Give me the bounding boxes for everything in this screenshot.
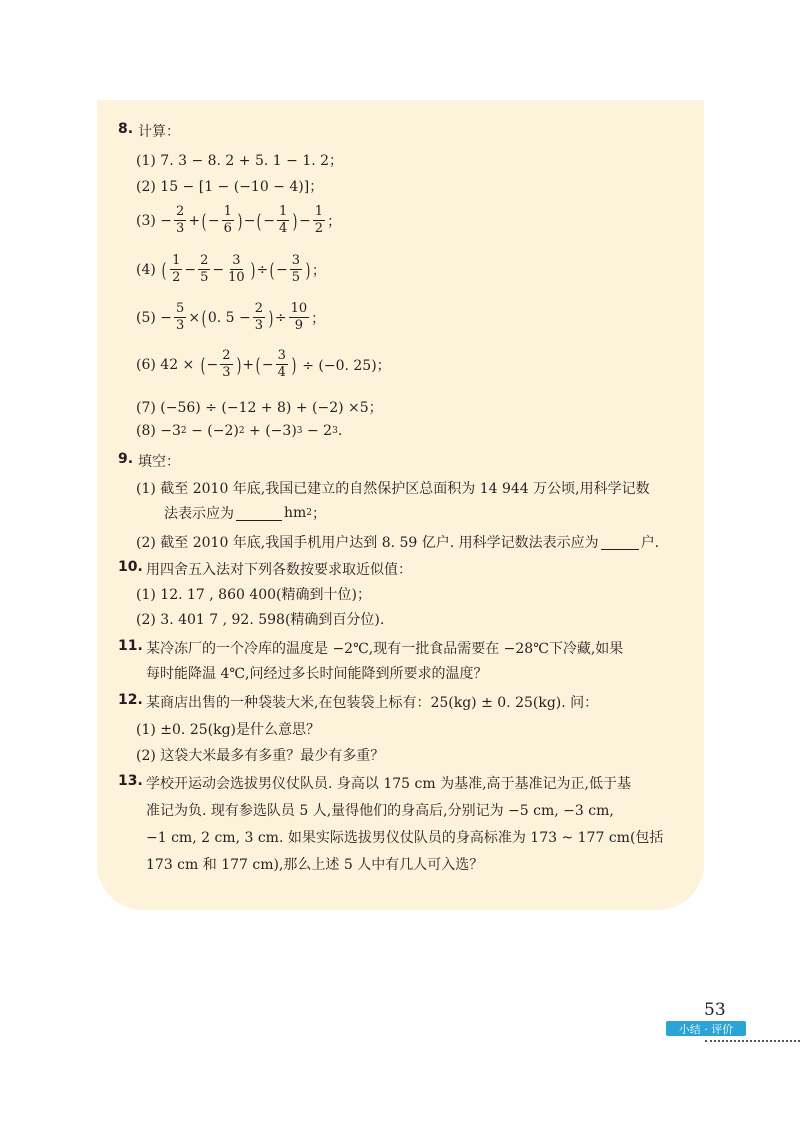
q8-item-4: (4) ( $\frac{1}{2}$ − $\frac{2}{5}$ − $\frac{3}{10}$ ) ÷ ( − $\frac{3}{5}$ ) ； [136,253,326,285]
q8-item-1: (1) 7. 3 − 8. 2 + 5. 1 − 1. 2； [136,153,344,169]
q8-item-5: (5) − $\frac{5}{3}$ × ( 0. 5 − $\frac{2}{3}$ ) ÷ $\frac{10}{9}$ ； [136,301,326,333]
q8-item-7: (7) (−56) ÷ (−12 + 8) + (−2) ×5； [136,400,383,416]
answer-blank [236,506,282,521]
answer-blank [601,535,639,550]
q11-line-2: 每时能降温 4℃,问经过多长时间能降到所要求的温度？ [146,666,488,682]
q13-line-2: 准记为负. 现有参选队员 5 人,量得他们的身高后,分别记为 −5 cm, −3 cm, [146,803,614,819]
q8-item-2: (2) 15 − [1 − (−10 − 4)]； [136,179,324,195]
fraction: $\frac{1}{4}$ [278,204,288,236]
q8-number: 8. [118,121,134,137]
page-number: 53 [704,1000,726,1020]
fraction: $\frac{3}{4}$ [277,348,286,380]
fraction: $\frac{2}{3}$ [176,204,185,236]
fraction: $\frac{10}{9}$ [290,301,308,333]
q8-item-8: (8) −3 2 − (−2) 2 + (−3) 3 − 2 3 . [136,423,343,439]
q8-3-label: (3) [136,212,156,229]
q9-line-2: 法表示应为 hm 2 ； [164,505,327,522]
q10-number: 10. [118,559,143,575]
q12-line-2: (1) ±0. 25(kg)是什么意思？ [136,722,321,738]
q12-number: 12. [118,692,143,708]
q9-line-3: (2) 截至 2010 年底,我国手机用户达到 8. 59 亿户. 用科学记数法表示应为 户. [136,535,660,551]
q13-line-4: 173 cm 和 177 cm),那么上述 5 人中有几人可入选？ [146,857,484,873]
q8-item-6: (6) 42 × ( − $\frac{2}{3}$ ) + ( − $\frac{3}{4}$ ) ÷ (−0. 25)； [136,348,391,380]
q10-title: 用四舍五入法对下列各数按要求取近似值： [146,562,412,578]
dotted-rule [705,1040,800,1042]
fraction: $\frac{2}{3}$ [222,348,231,380]
fraction: $\frac{1}{6}$ [223,204,232,236]
section-tag: 小结 · 评价 [666,1021,746,1036]
fraction: $\frac{2}{3}$ [254,301,264,333]
q11-number: 11. [118,638,143,654]
fraction: $\frac{2}{5}$ [200,253,209,285]
fraction: $\frac{1}{2}$ [172,253,181,285]
fraction: $\frac{3}{10}$ [228,253,245,285]
q9-number: 9. [118,451,134,467]
q9-title: 填空： [138,454,180,470]
q10-line-2: (2) 3. 401 7 , 92. 598(精确到百分位). [136,612,385,628]
q12-line-3: (2) 这袋大米最多有多重？最少有多重？ [136,748,385,764]
q10-line-1: (1) 12. 17 , 860 400(精确到十位)； [136,587,371,603]
q11-line-1: 某冷冻厂的一个冷库的温度是 −2℃,现有一批食品需要在 −28℃下冷藏,如果 [146,641,624,657]
q13-number: 13. [118,773,143,789]
q9-line-1: (1) 截至 2010 年底,我国已建立的自然保护区总面积为 14 944 万公顷,用科学记数 [136,481,650,497]
q13-line-3: −1 cm, 2 cm, 3 cm. 如果实际选拔男仪仗队员的身高标准为 173 ~ 177 cm(包括 [146,830,664,846]
q8-item-3: (3) − $\frac{2}{3}$ + ( − $\frac{1}{6}$ ) − ( − $\frac{1}{4}$ ) − $\frac{1}{2}$ ； [136,204,342,236]
fraction: $\frac{1}{2}$ [314,204,324,236]
q12-line-1: 某商店出售的一种袋装大米,在包装袋上标有：25(kg) ± 0. 25(kg). 问： [146,695,599,711]
q13-line-1: 学校开运动会选拔男仪仗队员. 身高以 175 cm 为基准,高于基准记为正,低于基 [146,776,631,792]
fraction: $\frac{5}{3}$ [176,301,185,333]
q8-title: 计算： [138,124,180,140]
fraction: $\frac{3}{5}$ [291,253,301,285]
